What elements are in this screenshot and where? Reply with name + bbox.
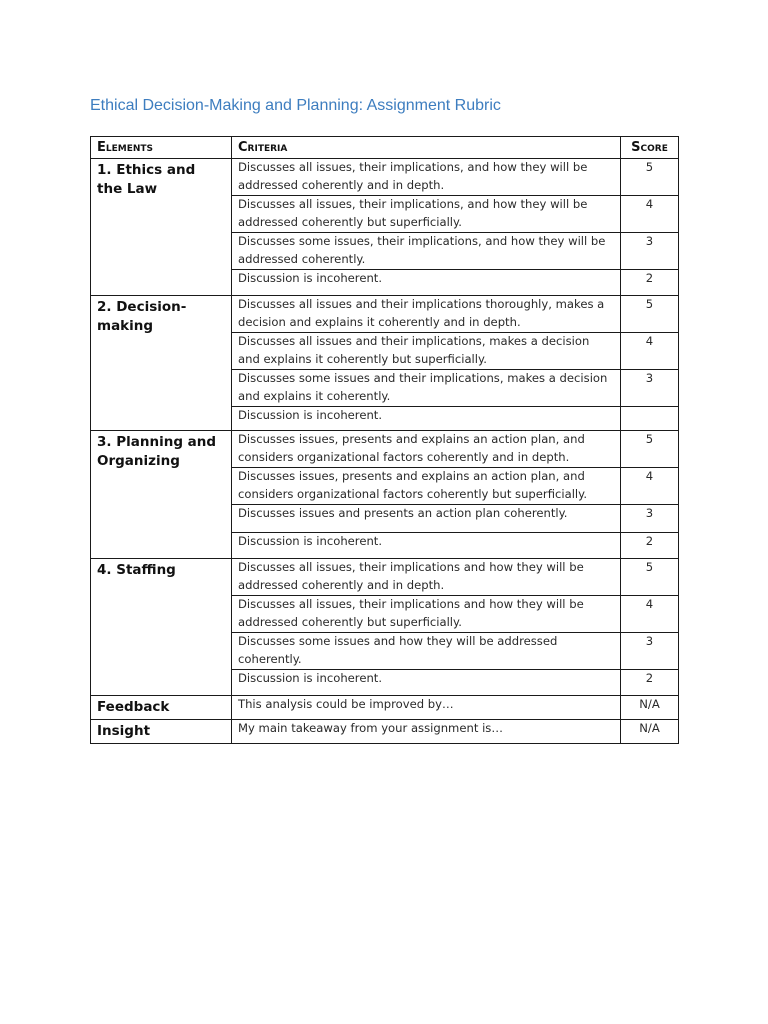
table-row (91, 720, 679, 744)
element-feedback: Feedback (91, 696, 232, 720)
score-cell: 4 (621, 196, 679, 233)
element-ethics-law: 1. Ethics and the Law (91, 159, 232, 296)
criteria-cell: Discusses issues and presents an action plan coherently. (232, 505, 621, 533)
score-cell: N/A (621, 720, 679, 744)
score-cell: 2 (621, 670, 679, 696)
criteria-cell: Discussion is incoherent. (232, 670, 621, 696)
header-criteria: Criteria (232, 137, 621, 159)
criteria-cell: Discussion is incoherent. (232, 533, 621, 559)
score-cell: 5 (621, 559, 679, 596)
document-title: Ethical Decision-Making and Planning: Assignment Rubric (90, 97, 501, 114)
element-staffing: 4. Staffing (91, 559, 232, 696)
score-cell: N/A (621, 696, 679, 720)
score-cell: 4 (621, 596, 679, 633)
header-elements: Elements (91, 137, 232, 159)
score-cell: 3 (621, 633, 679, 670)
criteria-cell: This analysis could be improved by… (232, 696, 621, 720)
table-row (91, 159, 679, 196)
score-cell: 3 (621, 505, 679, 533)
criteria-cell: My main takeaway from your assignment is… (232, 720, 621, 744)
table-row (91, 296, 679, 333)
criteria-cell: Discusses issues, presents and explains an action plan, and considers organizational factors coherently but superficially. (232, 468, 621, 505)
table-header-row (91, 137, 679, 159)
score-cell: 2 (621, 270, 679, 296)
criteria-cell: Discusses some issues and how they will be addressed coherently. (232, 633, 621, 670)
score-cell: 5 (621, 431, 679, 468)
table-row (91, 696, 679, 720)
criteria-cell: Discusses all issues, their implications and how they will be addressed coherently and in depth. (232, 559, 621, 596)
score-cell: 5 (621, 159, 679, 196)
element-insight: Insight (91, 720, 232, 744)
table-row (91, 431, 679, 468)
criteria-cell: Discussion is incoherent. (232, 270, 621, 296)
element-planning-organizing: 3. Planning and Organizing (91, 431, 232, 559)
criteria-cell: Discussion is incoherent. (232, 407, 621, 431)
criteria-cell: Discusses all issues and their implications, makes a decision and explains it coherently but superficially. (232, 333, 621, 370)
criteria-cell: Discusses all issues and their implications thoroughly, makes a decision and explains it coherently and in depth. (232, 296, 621, 333)
criteria-cell: Discusses all issues, their implications, and how they will be addressed coherently and in depth. (232, 159, 621, 196)
score-cell: 4 (621, 468, 679, 505)
rubric-table (90, 136, 679, 744)
score-cell: 3 (621, 233, 679, 270)
table-row (91, 559, 679, 596)
score-cell: 5 (621, 296, 679, 333)
criteria-cell: Discusses all issues, their implications and how they will be addressed coherently but superficially. (232, 596, 621, 633)
criteria-cell: Discusses some issues and their implications, makes a decision and explains it coherently. (232, 370, 621, 407)
score-cell: 4 (621, 333, 679, 370)
score-cell (621, 407, 679, 431)
score-cell: 3 (621, 370, 679, 407)
header-score: Score (621, 137, 679, 159)
criteria-cell: Discusses all issues, their implications, and how they will be addressed coherently but superficially. (232, 196, 621, 233)
score-cell: 2 (621, 533, 679, 559)
criteria-cell: Discusses issues, presents and explains an action plan, and considers organizational factors coherently and in depth. (232, 431, 621, 468)
criteria-cell: Discusses some issues, their implications, and how they will be addressed coherently. (232, 233, 621, 270)
element-decision-making: 2. Decision-making (91, 296, 232, 431)
